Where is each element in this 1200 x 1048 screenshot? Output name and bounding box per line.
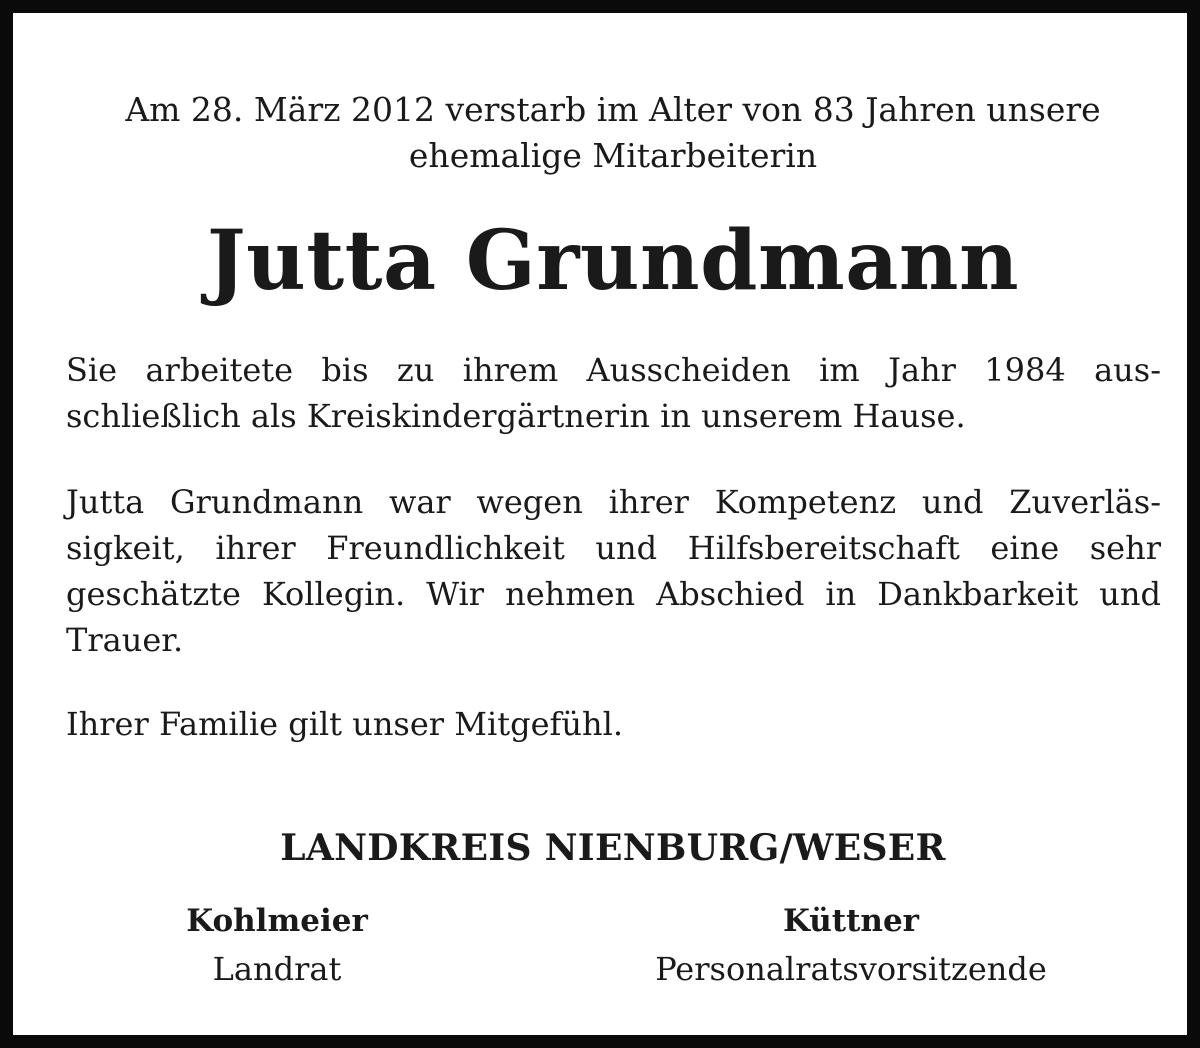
- intro-line-1: Am 28. März 2012 verstarb im Alter von 83 Jahren unsere: [125, 90, 1101, 129]
- signatory-1-role: Landrat: [212, 950, 342, 988]
- organization-name: LANDKREIS NIENBURG/WESER: [280, 827, 946, 869]
- deceased-name: Jutta Grundmann: [206, 213, 1020, 309]
- paragraph-2-line-1: Jutta Grundmann war wegen ihrer Kompetenz und Zuverläs-: [66, 483, 1161, 521]
- paragraph-2-line-3: geschätzte Kollegin. Wir nehmen Abschied in Dankbarkeit und: [66, 575, 1161, 613]
- signatory-2-name: Küttner: [782, 903, 920, 939]
- paragraph-1-line-1: Sie arbeitete bis zu ihrem Ausscheiden im Jahr 1984 aus-: [66, 351, 1161, 389]
- paragraph-2-line-4: Trauer.: [66, 621, 184, 659]
- paragraph-1-line-2: schließlich als Kreiskindergärtnerin in unserem Hause.: [66, 397, 966, 435]
- intro-line-2: ehemalige Mitarbeiterin: [408, 136, 818, 175]
- paragraph-3-line-1: Ihrer Familie gilt unser Mitgefühl.: [66, 705, 623, 743]
- signatory-2-role: Personalratsvorsitzende: [655, 950, 1047, 988]
- signatory-1-name: Kohlmeier: [186, 903, 368, 939]
- paragraph-2-line-2: sigkeit, ihrer Freundlichkeit und Hilfsbereitschaft eine sehr: [66, 529, 1161, 567]
